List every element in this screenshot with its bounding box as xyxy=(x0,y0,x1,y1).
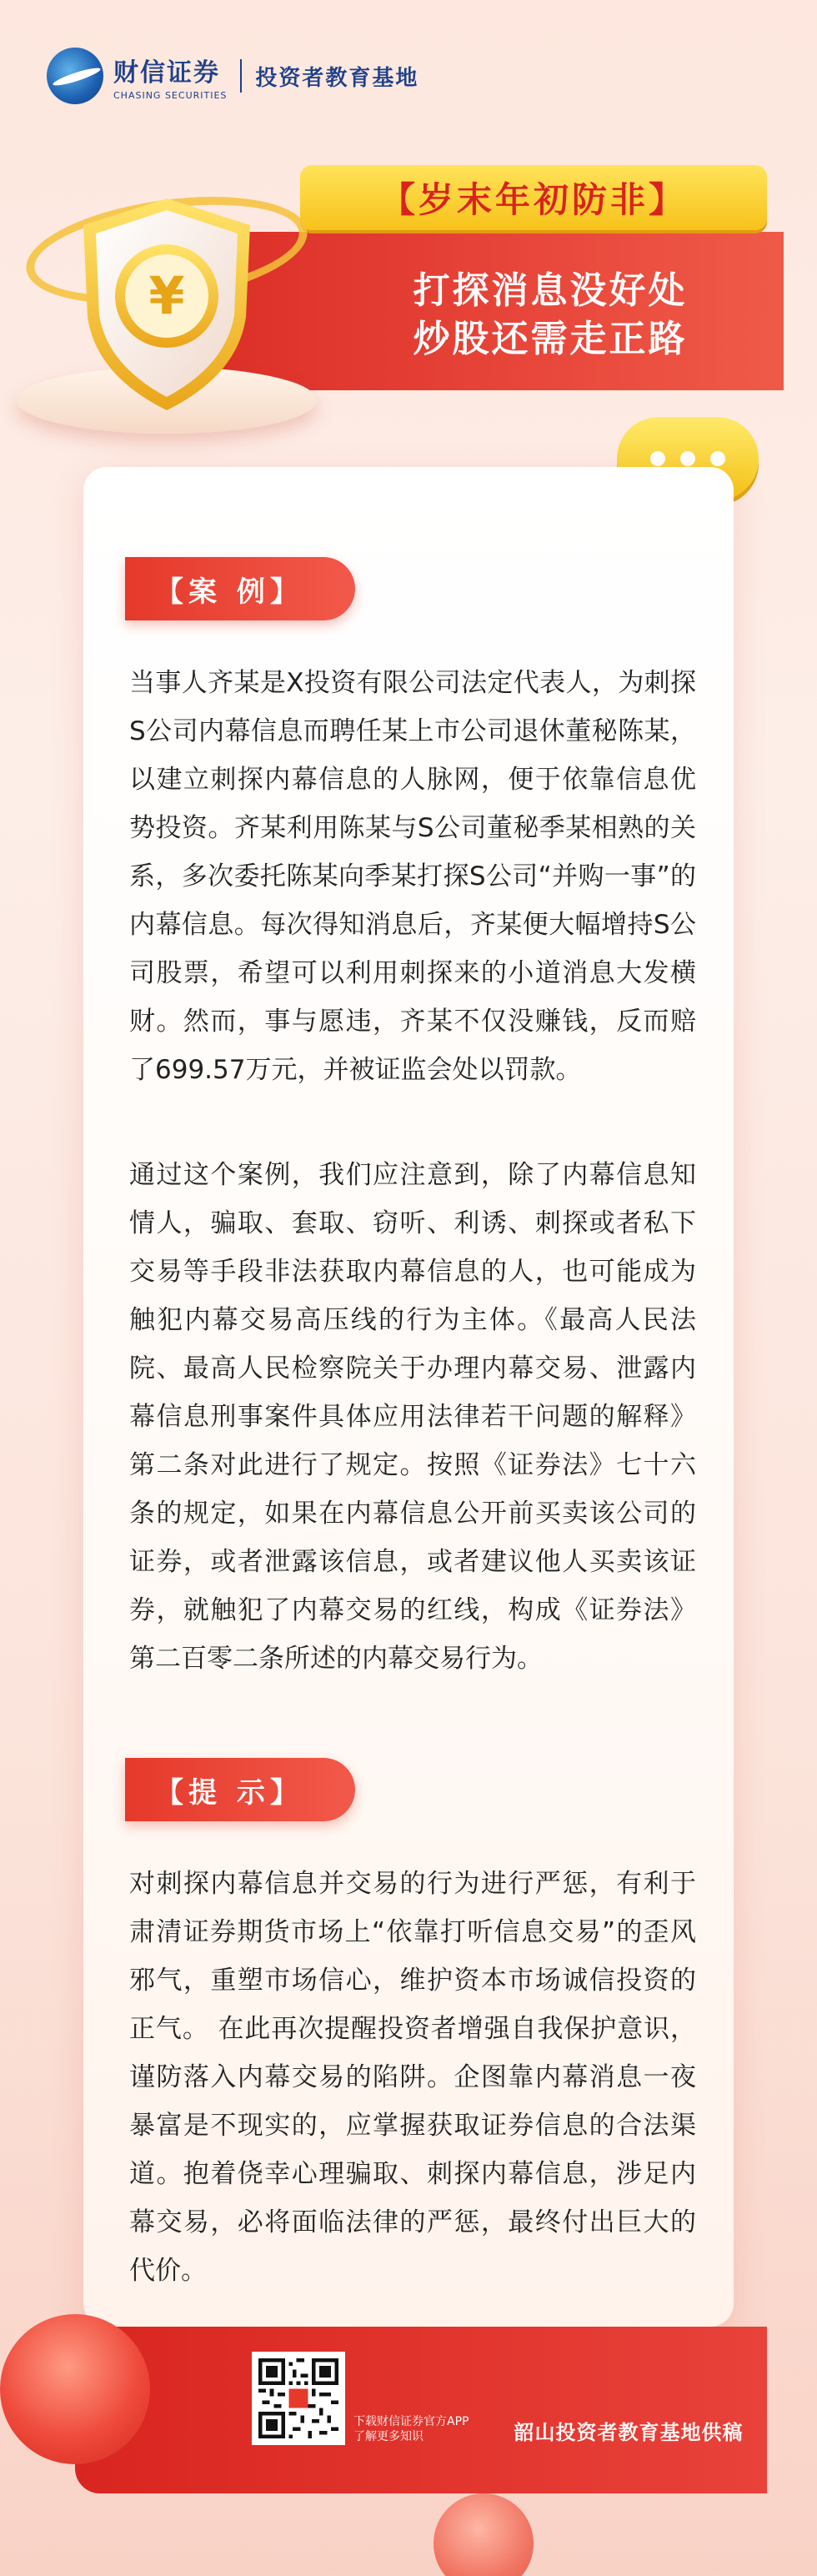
qr-caption-line-1: 下载财信证券官方APP xyxy=(353,2415,469,2428)
header-subtitle: 投资者教育基地 xyxy=(255,65,419,91)
headline-line-2: 炒股还需走正路 xyxy=(413,318,688,360)
yuan-symbol: ¥ xyxy=(148,265,185,326)
qr-code-icon xyxy=(258,2358,338,2438)
bubble-dot xyxy=(710,451,725,466)
tip-section-label: 【提 示】 xyxy=(125,1758,355,1821)
brand-logo xyxy=(47,47,419,105)
case-paragraph-1: 当事人齐某是X投资有限公司法定代表人，为刺探S公司内幕信息而聘任某上市公司退休董秘陈某，以建立刺探内幕信息的人脉网，便于依靠信息优势投资。齐某利用陈某与S公司董秘季某相熟的关系，多次委托陈某向季某打探S公司“并购一事”的内幕信息。每次得知消息后，齐某便大幅增持S公司股票，希望可以利用刺探来的小道消息大发横财。然而，事与愿违，齐某不仅没赚钱，反而赔了699.57万元，并被证监会处以罚款。 xyxy=(129,668,696,1085)
supplier-credit: 韶山投资者教育基地供稿 xyxy=(514,2421,744,2444)
case-section-label: 【案 例】 xyxy=(125,557,355,620)
logo-divider xyxy=(240,59,242,93)
headline xyxy=(350,267,750,364)
case-paragraph-2: 通过这个案例，我们应注意到，除了内幕信息知情人，骗取、套取、窃听、利诱、刺探或者私下交易等手段非法获取内幕信息的人，也可能成为触犯内幕交易高压线的行为主体。《最高人民法院、最高人民检察院关于办理内幕交易、泄露内幕信息刑事案件具体应用法律若干问题的解释》第二条对此进行了规定。按照《证券法》七十六条的规定，如果在内幕信息公开前买卖该公司的证券，或者泄露该信息，或者建议他人买卖该证券，就触犯了内幕交易的红线，构成《证券法》第二百零二条所述的内幕交易行为。 xyxy=(129,1160,696,1674)
tip-paragraph: 对刺探内幕信息并交易的行为进行严惩，有利于肃清证券期货市场上“依靠打听信息交易”的歪风邪气，重塑市场信心，维护资本市场诚信投资的正气。 在此再次提醒投资者增强自我保护意识，谨防落入内幕交易的陷阱。企图靠内幕消息一夜暴富是不现实的，应掌握获取证券信息的合法渠道。抱着侥幸心理骗取、刺探内幕信息，涉足内幕交易，必将面临法律的严惩，最终付出巨大的代价。 xyxy=(129,1869,696,2286)
qr-caption-line-2: 了解更多知识 xyxy=(353,2430,424,2443)
logo-name-cn: 财信证券 xyxy=(113,58,220,88)
decor-sphere xyxy=(0,2314,150,2464)
logo-name-en: CHASING SECURITIES xyxy=(113,89,228,101)
yuan-shield-icon xyxy=(71,192,263,417)
bubble-dot xyxy=(680,451,695,466)
logo-text xyxy=(113,52,227,101)
qr-code[interactable] xyxy=(252,2352,345,2445)
decor-sphere-small xyxy=(434,2493,534,2576)
campaign-tag xyxy=(300,165,767,230)
logo-icon xyxy=(47,48,103,104)
campaign-tag-text: 【岁末年初防非】 xyxy=(379,179,687,220)
footer-bar xyxy=(75,2327,767,2493)
bubble-dot xyxy=(650,451,665,466)
qr-caption xyxy=(353,2414,512,2444)
headline-line-1: 打探消息没好处 xyxy=(413,269,688,312)
